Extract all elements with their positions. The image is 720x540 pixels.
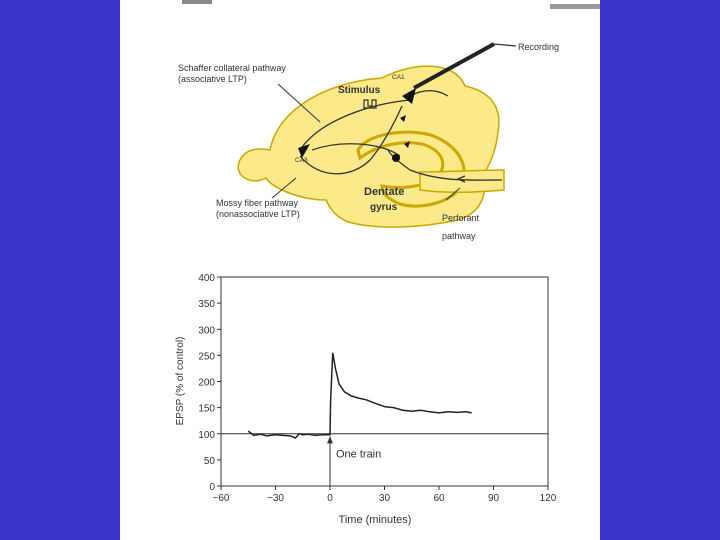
y-tick-label: 100	[198, 429, 215, 441]
x-axis-title: Time (minutes)	[338, 514, 412, 526]
y-tick-label: 150	[198, 403, 215, 415]
slide-canvas	[120, 0, 600, 540]
slide	[120, 0, 600, 540]
ca1-label: CA1	[392, 74, 405, 81]
x-tick-label: 90	[487, 493, 500, 504]
y-axis-title: EPSP (% of control)	[175, 336, 186, 426]
y-tick-label: 300	[198, 325, 215, 337]
series-line	[248, 353, 471, 438]
mossy-label: Mossy fiber pathway	[216, 198, 299, 208]
y-axis	[198, 273, 221, 493]
schaffer-label: Schaffer collateral pathway	[178, 63, 286, 73]
dentate-label: Dentate	[364, 186, 405, 198]
y-tick-label: 200	[198, 377, 215, 389]
one-train-label: One train	[336, 448, 382, 461]
x-axis	[213, 486, 557, 504]
pathway-label: pathway	[442, 231, 476, 241]
y-tick-label: 0	[209, 482, 215, 493]
y-tick-label: 50	[203, 455, 215, 467]
stimulus-label: Stimulus	[338, 85, 381, 96]
x-tick-label: 0	[327, 493, 333, 504]
x-tick-label: 60	[433, 493, 445, 504]
y-tick-label: 400	[198, 273, 215, 284]
chart-frame	[221, 277, 548, 486]
y-tick-label: 250	[198, 351, 215, 363]
dentate-granule-neuron	[392, 154, 400, 162]
one-train-arrowhead	[327, 436, 333, 443]
recording-label: Recording	[518, 42, 560, 52]
cropped-header-mark	[550, 4, 600, 9]
x-tick-label: 120	[539, 493, 557, 504]
x-tick-label: 30	[378, 493, 391, 504]
epsp-chart	[175, 273, 557, 526]
schaffer-sublabel: (associative LTP)	[178, 74, 247, 84]
gyrus-label: gyrus	[370, 202, 398, 213]
x-tick-label: −60	[212, 493, 230, 504]
ca3-label: CA3	[295, 157, 308, 164]
cropped-header-mark	[182, 0, 212, 4]
y-tick-label: 350	[198, 299, 215, 311]
perforant-label: Perforant	[442, 213, 480, 223]
x-tick-label: −30	[267, 493, 284, 504]
recording-leader	[494, 44, 516, 46]
mossy-sublabel: (nonassociative LTP)	[216, 209, 300, 219]
